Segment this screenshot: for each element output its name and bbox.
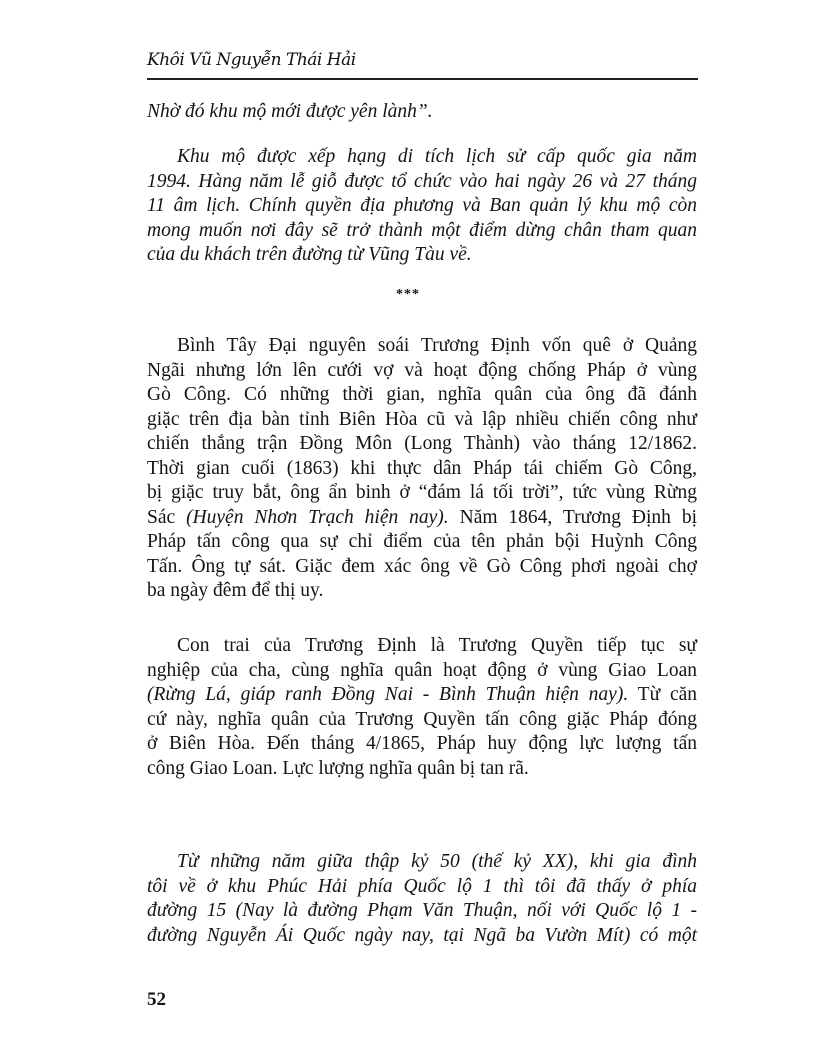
text-fragment: Từ căn <box>637 684 698 705</box>
text-line: 11 âm lịch. Chính quyền địa phương và Ban quản lý khu mộ còn <box>147 195 697 216</box>
text-line: của du khách trên đường từ Vũng Tàu về. <box>147 244 472 265</box>
paragraph-memoir <box>147 850 697 948</box>
page-number: 52 <box>147 989 166 1010</box>
text-line-mixed <box>147 506 697 531</box>
text-line: Thời gian cuối (1863) khi thực dân Pháp tái chiếm Gò Công, <box>147 457 697 479</box>
text-line: công Giao Loan. Lực lượng nghĩa quân bị tan rã. <box>147 757 529 779</box>
paragraph-quote-end <box>147 100 697 125</box>
text-fragment-italic: (Rừng Lá, giáp ranh Đồng Nai - Bình Thuận hiện nay). <box>147 684 629 705</box>
text-line: ba ngày đêm để thị uy. <box>147 580 324 601</box>
text-line: Ngãi nhưng lớn lên cưới vợ và hoạt động chống Pháp ở vùng <box>147 359 697 381</box>
text-line: đường 15 (Nay là đường Phạm Văn Thuận, nối với Quốc lộ 1 - <box>147 900 697 921</box>
text-line: nghiệp của cha, cùng nghĩa quân hoạt động ở vùng Giao Loan <box>147 659 697 681</box>
text-line: đường Nguyễn Ái Quốc ngày nay, tại Ngã ba Vườn Mít) có một <box>147 924 697 946</box>
text-line: Nhờ đó khu mộ mới được yên lành”. <box>147 101 433 122</box>
running-header: Khôi Vũ Nguyễn Thái Hải <box>147 50 356 70</box>
text-line: tôi về ở khu Phúc Hải phía Quốc lộ 1 thì tôi đã thấy ở phía <box>147 875 697 897</box>
text-line: Pháp tấn công qua sự chỉ điểm của tên phản bội Huỳnh Công <box>147 531 697 552</box>
text-line: 1994. Hàng năm lễ giỗ được tổ chức vào hai ngày 26 và 27 tháng <box>147 170 697 192</box>
paragraph-truong-dinh <box>147 334 697 604</box>
text-line: giặc trên địa bàn tỉnh Biên Hòa cũ và lập nhiều chiến công như <box>147 408 697 430</box>
text-line: chiến thắng trận Đồng Môn (Long Thành) vào tháng 12/1862. <box>147 433 697 454</box>
text-line: ở Biên Hòa. Đến tháng 4/1865, Pháp huy động lực lượng tấn <box>147 733 697 754</box>
text-line-mixed <box>147 683 697 708</box>
section-separator: *** <box>396 287 420 302</box>
text-line: Từ những năm giữa thập kỷ 50 (thế kỷ XX), khi gia đình <box>177 851 697 872</box>
text-fragment: Sác <box>147 506 187 528</box>
text-fragment: Năm 1864, Trương Định bị <box>459 506 697 528</box>
text-line: Con trai của Trương Định là Trương Quyền tiếp tục sự <box>177 635 697 656</box>
text-line: Bình Tây Đại nguyên soái Trương Định vốn quê ở Quảng <box>177 335 697 356</box>
text-line: Gò Công. Có những thời gian, nghĩa quân của ông đã đánh <box>147 384 697 405</box>
text-fragment-italic: (Huyện Nhơn Trạch hiện nay). <box>186 506 449 528</box>
text-line: bị giặc truy bắt, ông ẩn binh ở “đám lá tối trời”, tức vùng Rừng <box>147 482 697 503</box>
text-line: cứ này, nghĩa quân của Trương Quyền tấn công giặc Pháp đóng <box>147 708 697 730</box>
text-line: Tấn. Ông tự sát. Giặc đem xác ông về Gò Công phơi ngoài chợ <box>147 555 697 577</box>
text-line: Khu mộ được xếp hạng di tích lịch sử cấp quốc gia năm <box>177 146 697 167</box>
text-line: mong muốn nơi đây sẽ trở thành một điểm dừng chân tham quan <box>147 219 697 241</box>
paragraph-monument-ranking <box>147 145 697 268</box>
header-rule <box>147 78 698 80</box>
paragraph-truong-quyen <box>147 634 697 781</box>
